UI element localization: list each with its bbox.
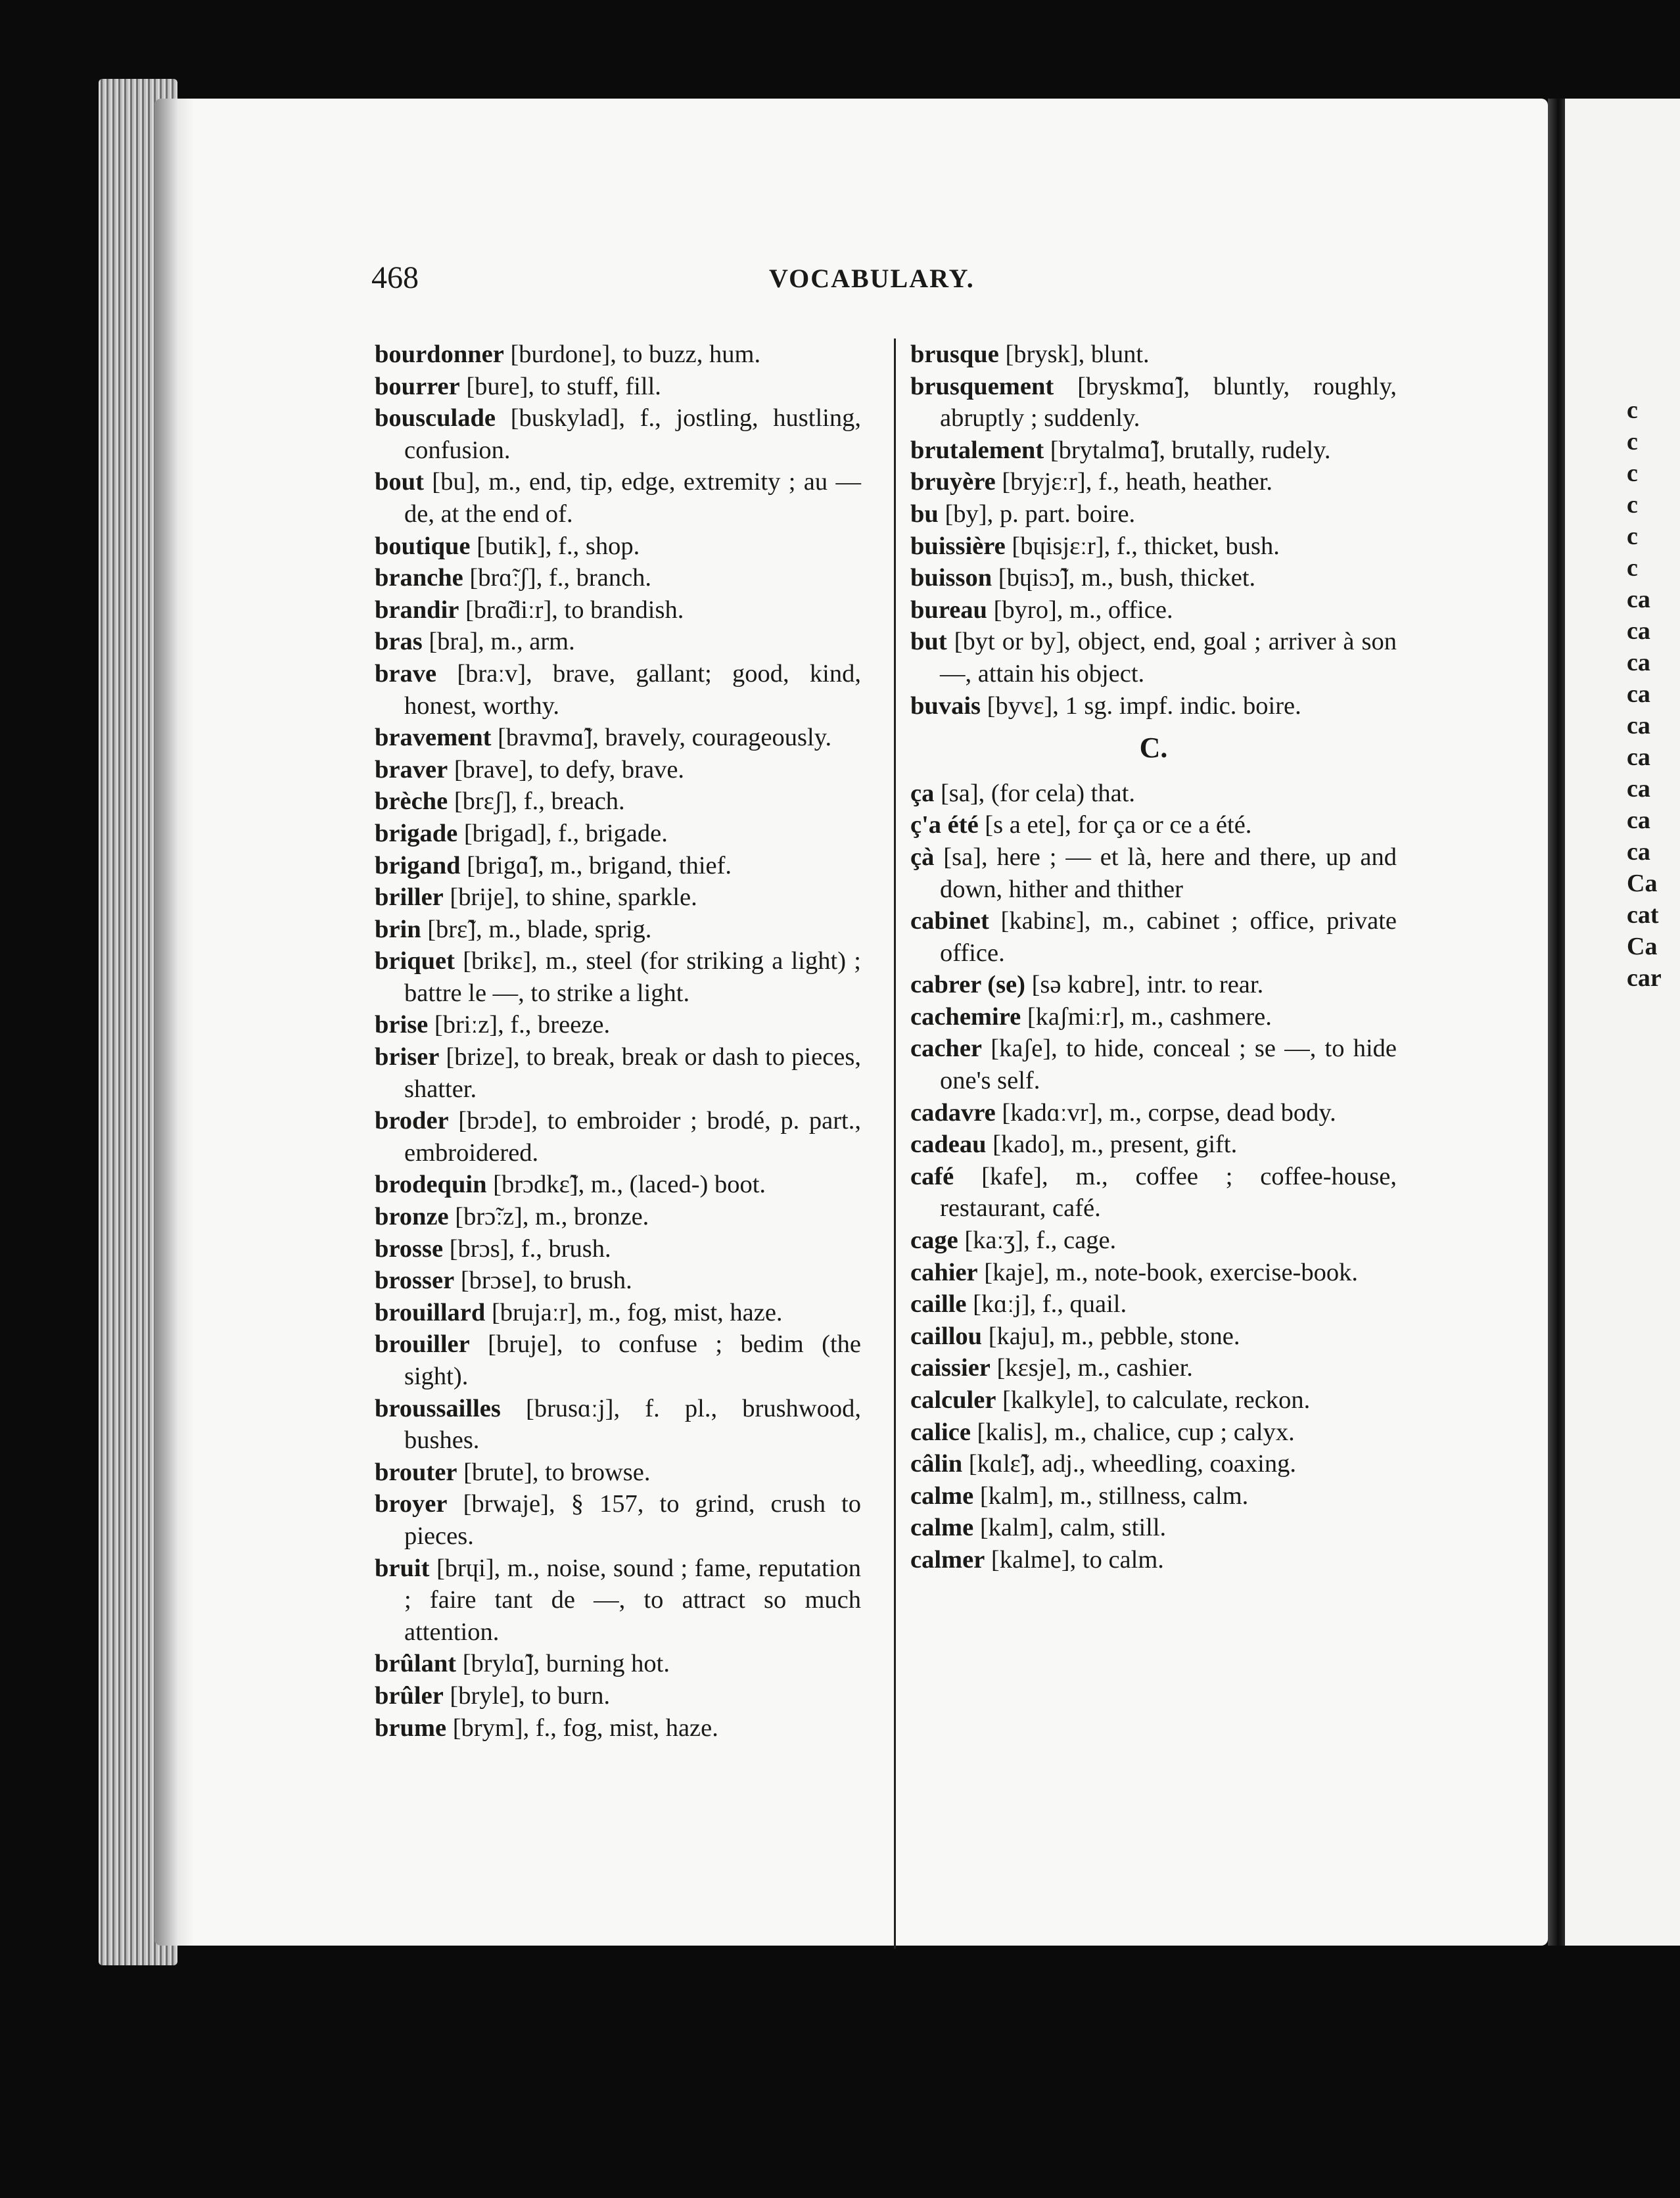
edge-fragment: ca	[1627, 712, 1650, 739]
facing-page-edge-text	[1627, 394, 1662, 994]
dictionary-entry	[910, 1033, 1397, 1096]
dictionary-entry	[910, 371, 1397, 434]
left-column	[375, 339, 861, 1744]
entry-definition: [bryskmɑ̃], bluntly, roughly, abruptly ; suddenly.	[940, 372, 1397, 433]
dictionary-entry	[375, 339, 861, 371]
entry-headword: brave	[375, 659, 437, 688]
entry-headword: brouiller	[375, 1330, 470, 1359]
dictionary-entry	[910, 1384, 1397, 1416]
entry-headword: brutalement	[910, 436, 1044, 464]
entry-headword: brume	[375, 1714, 447, 1742]
dictionary-entry	[910, 1257, 1397, 1289]
dictionary-entry	[375, 1169, 861, 1201]
entry-headword: broyer	[375, 1490, 448, 1518]
facing-page	[1565, 99, 1680, 1946]
entry-definition: [bruje], to confuse ; bedim (the sight).	[404, 1330, 861, 1390]
entry-headword: brûler	[375, 1681, 444, 1710]
dictionary-entry	[375, 1553, 861, 1648]
entry-headword: brèche	[375, 787, 448, 816]
entry-headword: calme	[910, 1514, 974, 1542]
entry-definition: [kalme], to calm.	[985, 1545, 1164, 1574]
entry-definition: [s a ete], for ça or ce a été.	[978, 811, 1252, 839]
entry-headword: câlin	[910, 1450, 963, 1478]
entry-definition: [braːv], brave, gallant; good, kind, honest, worthy.	[404, 659, 861, 720]
entry-headword: ça	[910, 779, 935, 807]
entry-definition: [brym], f., fog, mist, haze.	[446, 1714, 718, 1742]
dictionary-entry	[910, 466, 1397, 498]
entry-headword: cahier	[910, 1258, 978, 1286]
entry-definition: [bɥisɔ̃], m., bush, thicket.	[992, 564, 1256, 592]
dictionary-entry	[910, 1097, 1397, 1129]
entry-definition: [byro], m., office.	[987, 596, 1173, 624]
entry-definition: [buskylad], f., jostling, hustling, confusion.	[404, 404, 861, 464]
entry-definition: [kalm], calm, still.	[973, 1514, 1167, 1542]
entry-headword: cabrer (se)	[910, 971, 1025, 999]
dictionary-entry	[375, 1105, 861, 1169]
entry-headword: buisson	[910, 564, 992, 592]
dictionary-entry	[910, 1480, 1397, 1512]
dictionary-entry	[375, 945, 861, 1009]
entry-definition: [bu], m., end, tip, edge, extremity ; au — de, at the end of.	[404, 468, 861, 528]
entry-headword: briller	[375, 883, 444, 912]
dictionary-entry	[375, 1233, 861, 1265]
dictionary-entry	[910, 1321, 1397, 1353]
entry-definition: [brɛ̃], m., blade, sprig.	[421, 915, 652, 943]
entry-headword: bousculade	[375, 404, 496, 433]
running-head: VOCABULARY.	[769, 264, 975, 293]
entry-definition: [burdone], to buzz, hum.	[503, 340, 761, 368]
dictionary-entry	[375, 881, 861, 914]
entry-definition: [brusɑːj], f. pl., brushwood, bushes.	[404, 1394, 861, 1455]
entry-definition: [brytalmɑ̃], brutally, rudely.	[1044, 436, 1331, 464]
entry-headword: bout	[375, 468, 424, 496]
edge-fragment: Ca	[1627, 933, 1658, 960]
entry-headword: branche	[375, 564, 463, 592]
dictionary-entry	[910, 841, 1397, 905]
dictionary-entry	[910, 626, 1397, 690]
dictionary-entry	[375, 914, 861, 946]
dictionary-entry	[910, 434, 1397, 467]
entry-headword: brusque	[910, 340, 999, 368]
dictionary-entry	[910, 1448, 1397, 1480]
dictionary-entry	[910, 1416, 1397, 1449]
entry-headword: brodequin	[375, 1171, 487, 1199]
dictionary-entry	[910, 1512, 1397, 1544]
entry-headword: brouillard	[375, 1298, 486, 1326]
entry-headword: cage	[910, 1227, 958, 1255]
dictionary-entry	[375, 722, 861, 754]
entry-headword: calmer	[910, 1545, 985, 1574]
entry-headword: bravement	[375, 724, 492, 752]
entry-headword: caissier	[910, 1354, 991, 1382]
entry-headword: cabinet	[910, 907, 989, 935]
edge-fragment: c	[1627, 554, 1638, 582]
edge-fragment: ca	[1627, 649, 1650, 676]
entry-definition: [bryjɛːr], f., heath, heather.	[995, 468, 1273, 496]
entry-headword: bu	[910, 500, 939, 528]
entry-definition: [kabinɛ], m., cabinet ; office, private office.	[940, 907, 1397, 967]
entry-definition: [byvɛ], 1 sg. impf. indic. boire.	[981, 691, 1301, 720]
dictionary-entry	[375, 1265, 861, 1297]
entry-headword: braver	[375, 755, 448, 783]
dictionary-entry	[910, 969, 1397, 1001]
dictionary-entry	[910, 1129, 1397, 1161]
entry-headword: bronze	[375, 1203, 449, 1231]
entry-headword: brosse	[375, 1234, 444, 1263]
entry-headword: calice	[910, 1418, 971, 1446]
dictionary-entry	[375, 1648, 861, 1680]
entry-headword: brise	[375, 1011, 429, 1039]
entry-definition: [brwaje], § 157, to grind, crush to pieces.	[404, 1490, 861, 1550]
edge-fragment: c	[1627, 396, 1638, 424]
edge-fragment: ca	[1627, 807, 1650, 834]
dictionary-entry	[910, 778, 1397, 810]
right-column	[910, 339, 1397, 1576]
dictionary-entry	[375, 1712, 861, 1744]
edge-fragment: ca	[1627, 680, 1650, 708]
entry-definition: [sə kɑbre], intr. to rear.	[1025, 971, 1264, 999]
dictionary-entry	[910, 905, 1397, 969]
entry-headword: cacher	[910, 1035, 983, 1063]
entry-headword: briquet	[375, 947, 455, 975]
right-column-c-entries	[910, 778, 1397, 1576]
entry-headword: bourrer	[375, 372, 460, 400]
entry-headword: cadavre	[910, 1098, 996, 1127]
dictionary-entry	[375, 658, 861, 722]
entry-headword: boutique	[375, 532, 471, 560]
entry-headword: broder	[375, 1107, 449, 1135]
dictionary-entry	[375, 594, 861, 626]
dictionary-entry	[910, 339, 1397, 371]
entry-headword: brigade	[375, 819, 458, 847]
entry-definition: [butik], f., shop.	[470, 532, 640, 560]
entry-definition: [kaʃe], to hide, conceal ; se —, to hide one's self.	[940, 1035, 1397, 1095]
dictionary-entry	[910, 1225, 1397, 1257]
entry-headword: briser	[375, 1043, 440, 1071]
page-curl-shadow	[154, 99, 194, 1946]
entry-definition: [bra], m., arm.	[422, 628, 575, 656]
entry-definition: [bryle], to burn.	[443, 1681, 611, 1710]
entry-headword: buissière	[910, 532, 1006, 560]
book-gutter	[1548, 99, 1565, 1946]
edge-fragment: c	[1627, 491, 1638, 519]
dictionary-entry	[375, 530, 861, 563]
dictionary-entry	[375, 1297, 861, 1329]
entry-headword: café	[910, 1162, 954, 1190]
entry-definition: [brave], to defy, brave.	[448, 755, 685, 783]
entry-headword: bruit	[375, 1554, 430, 1582]
entry-definition: [sa], here ; — et là, here and there, up and down, hither and thither	[934, 843, 1397, 903]
entry-headword: bureau	[910, 596, 987, 624]
entry-definition: [brigad], f., brigade.	[457, 819, 668, 847]
dictionary-entry	[910, 498, 1397, 530]
entry-definition: [brɔde], to embroider ; brodé, p. part., embroidered.	[404, 1107, 861, 1167]
entry-definition: [brujaːr], m., fog, mist, haze.	[485, 1298, 783, 1326]
entry-headword: bruyère	[910, 468, 996, 496]
entry-definition: [kalkyle], to calculate, reckon.	[996, 1386, 1311, 1414]
right-column-b-entries	[910, 339, 1397, 722]
entry-definition: [brɔdkɛ̃], m., (laced-) boot.	[486, 1171, 766, 1199]
entry-headword: buvais	[910, 691, 981, 720]
dictionary-entry	[375, 1488, 861, 1552]
entry-headword: brosser	[375, 1267, 455, 1295]
dictionary-entry	[375, 818, 861, 850]
dictionary-entry	[910, 562, 1397, 594]
entry-headword: çà	[910, 843, 935, 871]
dictionary-entry	[375, 1328, 861, 1392]
entry-definition: [kaju], m., pebble, stone.	[982, 1322, 1240, 1350]
entry-definition: [by], p. part. boire.	[938, 500, 1136, 528]
entry-definition: [brute], to browse.	[457, 1458, 651, 1486]
dictionary-entry	[910, 530, 1397, 563]
entry-definition: [brɛʃ], f., breach.	[448, 787, 625, 816]
edge-fragment: ca	[1627, 775, 1650, 803]
entry-definition: [kado], m., present, gift.	[986, 1131, 1238, 1159]
entry-definition: [brikɛ], m., steel (for striking a light) ; battre le —, to strike a light.	[404, 947, 861, 1007]
entry-definition: [bure], to stuff, fill.	[459, 372, 661, 400]
edge-fragment: ca	[1627, 586, 1650, 613]
entry-definition: [briːz], f., breeze.	[428, 1011, 611, 1039]
entry-definition: [byt or by], object, end, goal ; arriver à son —, attain his object.	[940, 628, 1397, 688]
entry-headword: caillou	[910, 1322, 983, 1350]
entry-definition: [brize], to break, break or dash to pieces, shatter.	[404, 1043, 861, 1103]
entry-definition: [brɑ̃ːʃ], f., branch.	[463, 564, 652, 592]
dictionary-entry	[375, 1201, 861, 1233]
entry-headword: bourdonner	[375, 340, 504, 368]
entry-definition: [brigɑ̃], m., brigand, thief.	[460, 851, 732, 879]
entry-definition: [kaːʒ], f., cage.	[958, 1227, 1117, 1255]
dictionary-entry	[375, 785, 861, 818]
entry-definition: [bravmɑ̃], bravely, courageously.	[491, 724, 832, 752]
section-letter: C.	[1139, 732, 1168, 764]
edge-fragment: ca	[1627, 617, 1650, 645]
dictionary-entry	[375, 466, 861, 530]
dictionary-entry	[910, 1352, 1397, 1384]
entry-headword: but	[910, 628, 947, 656]
entry-definition: [kɛsje], m., cashier.	[990, 1354, 1193, 1382]
dictionary-entry	[910, 1161, 1397, 1225]
entry-headword: brouter	[375, 1458, 457, 1486]
dictionary-entry	[375, 1457, 861, 1489]
entry-definition: [kaʃmiːr], m., cashmere.	[1021, 1002, 1272, 1031]
entry-definition: [brɔ̃ːz], m., bronze.	[448, 1203, 649, 1231]
edge-fragment: c	[1627, 459, 1638, 487]
dictionary-entry	[910, 1001, 1397, 1033]
dictionary-entry	[910, 1288, 1397, 1321]
dictionary-entry	[375, 562, 861, 594]
entry-headword: brin	[375, 915, 421, 943]
page-number: 468	[371, 260, 419, 295]
entry-definition: [brɥi], m., noise, sound ; fame, reputation ; faire tant de —, to attract so much attention.	[404, 1554, 861, 1646]
dictionary-entry	[375, 402, 861, 466]
entry-definition: [kɑlɛ̃], adj., wheedling, coaxing.	[962, 1450, 1296, 1478]
entry-definition: [kɑːj], f., quail.	[966, 1290, 1127, 1319]
entry-definition: [kaje], m., note-book, exercise-book.	[977, 1258, 1358, 1286]
edge-fragment: ca	[1627, 743, 1650, 771]
entry-headword: brûlant	[375, 1650, 457, 1678]
dictionary-entry	[375, 1041, 861, 1105]
edge-fragment: c	[1627, 428, 1638, 456]
edge-fragment: cat	[1627, 901, 1659, 929]
entry-headword: ç'a été	[910, 811, 979, 839]
entry-definition: [brylɑ̃], burning hot.	[456, 1650, 670, 1678]
dictionary-entry	[910, 1544, 1397, 1576]
entry-definition: [kadɑːvr], m., corpse, dead body.	[995, 1098, 1336, 1127]
entry-definition: [sa], (for cela) that.	[934, 779, 1136, 807]
edge-fragment: ca	[1627, 838, 1650, 866]
entry-definition: [kalm], m., stillness, calm.	[973, 1482, 1249, 1510]
entry-definition: [brysk], blunt.	[998, 340, 1150, 368]
entry-headword: brandir	[375, 596, 459, 624]
entry-definition: [brije], to shine, sparkle.	[443, 883, 697, 912]
entry-definition: [brɑ̃diːr], to brandish.	[459, 596, 684, 624]
entry-headword: brusquement	[910, 372, 1054, 400]
dictionary-entry	[910, 594, 1397, 626]
entry-headword: broussailles	[375, 1394, 501, 1422]
dictionary-entry	[910, 809, 1397, 841]
entry-headword: bras	[375, 628, 423, 656]
edge-fragment: car	[1627, 964, 1662, 992]
entry-definition: [brɔse], to brush.	[454, 1267, 632, 1295]
entry-headword: cachemire	[910, 1002, 1021, 1031]
entry-headword: calme	[910, 1482, 974, 1510]
entry-headword: calculer	[910, 1386, 996, 1414]
dictionary-entry	[375, 1680, 861, 1712]
edge-fragment: Ca	[1627, 870, 1658, 897]
entry-headword: brigand	[375, 851, 461, 879]
entry-definition: [kalis], m., chalice, cup ; calyx.	[970, 1418, 1295, 1446]
entry-definition: [brɔs], f., brush.	[443, 1234, 611, 1263]
dictionary-entry	[375, 754, 861, 786]
column-divider	[894, 339, 896, 1949]
dictionary-entry	[375, 850, 861, 882]
edge-fragment: c	[1627, 523, 1638, 550]
entry-definition: [kafe], m., coffee ; coffee-house, restaurant, café.	[940, 1162, 1397, 1223]
dictionary-entry	[375, 1393, 861, 1457]
entry-definition: [bɥisjɛːr], f., thicket, bush.	[1005, 532, 1280, 560]
dictionary-entry	[375, 371, 861, 403]
dictionary-entry	[910, 690, 1397, 722]
entry-headword: caille	[910, 1290, 967, 1319]
dictionary-entry	[375, 626, 861, 658]
dictionary-entry	[375, 1009, 861, 1041]
entry-headword: cadeau	[910, 1131, 987, 1159]
